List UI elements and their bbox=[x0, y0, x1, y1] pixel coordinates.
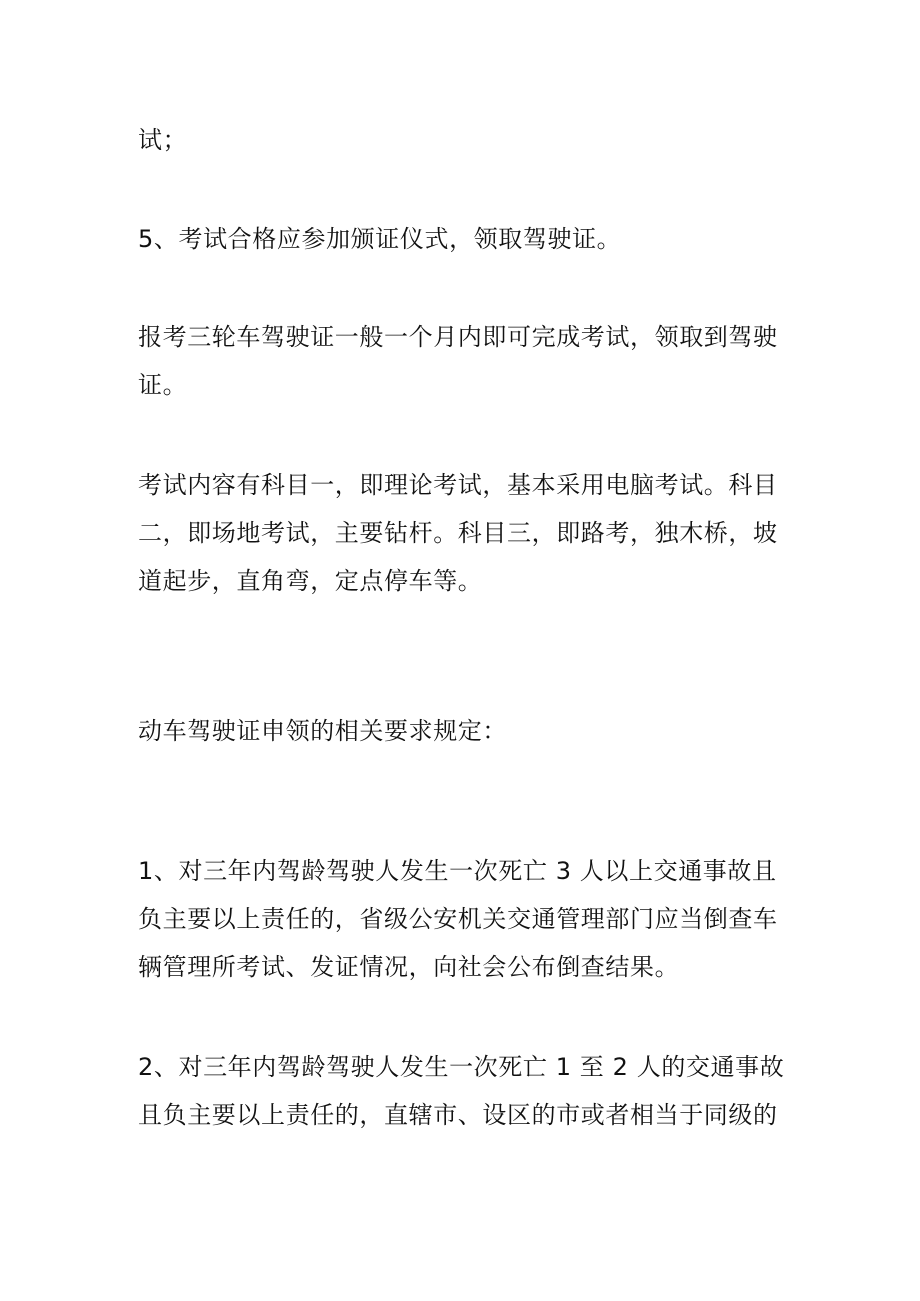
paragraph-rule-1 bbox=[138, 847, 788, 991]
section-heading bbox=[138, 707, 788, 755]
text-line: 辆管理所考试、发证情况，向社会公布倒查结果。 bbox=[138, 953, 680, 981]
text-line: 试； bbox=[138, 126, 188, 154]
text-line: 1、对三年内驾龄驾驶人发生一次死亡 3 人以上交通事故且 bbox=[138, 857, 777, 885]
text-line: 考试内容有科目一，即理论考试，基本采用电脑考试。科目 bbox=[138, 471, 778, 499]
text-line: 道起步，直角弯，定点停车等。 bbox=[138, 567, 483, 595]
text-line: 报考三轮车驾驶证一般一个月内即可完成考试，领取到驾驶 bbox=[138, 323, 778, 351]
paragraph-duration bbox=[138, 313, 788, 409]
text-line: 且负主要以上责任的，直辖市、设区的市或者相当于同级的 bbox=[138, 1101, 778, 1129]
text-line: 负主要以上责任的，省级公安机关交通管理部门应当倒查车 bbox=[138, 905, 778, 933]
text-line: 动车驾驶证申领的相关要求规定： bbox=[138, 717, 507, 745]
text-line: 5、考试合格应参加颁证仪式，领取驾驶证。 bbox=[138, 225, 622, 253]
text-line: 证。 bbox=[138, 371, 188, 399]
text-line: 2、对三年内驾龄驾驶人发生一次死亡 1 至 2 人的交通事故 bbox=[138, 1053, 785, 1081]
paragraph-item-5 bbox=[138, 215, 788, 263]
paragraph-fragment bbox=[138, 116, 788, 164]
paragraph-rule-2 bbox=[138, 1043, 788, 1139]
text-line: 二，即场地考试，主要钻杆。科目三，即路考，独木桥，坡 bbox=[138, 519, 778, 547]
paragraph-exam-content bbox=[138, 461, 788, 605]
